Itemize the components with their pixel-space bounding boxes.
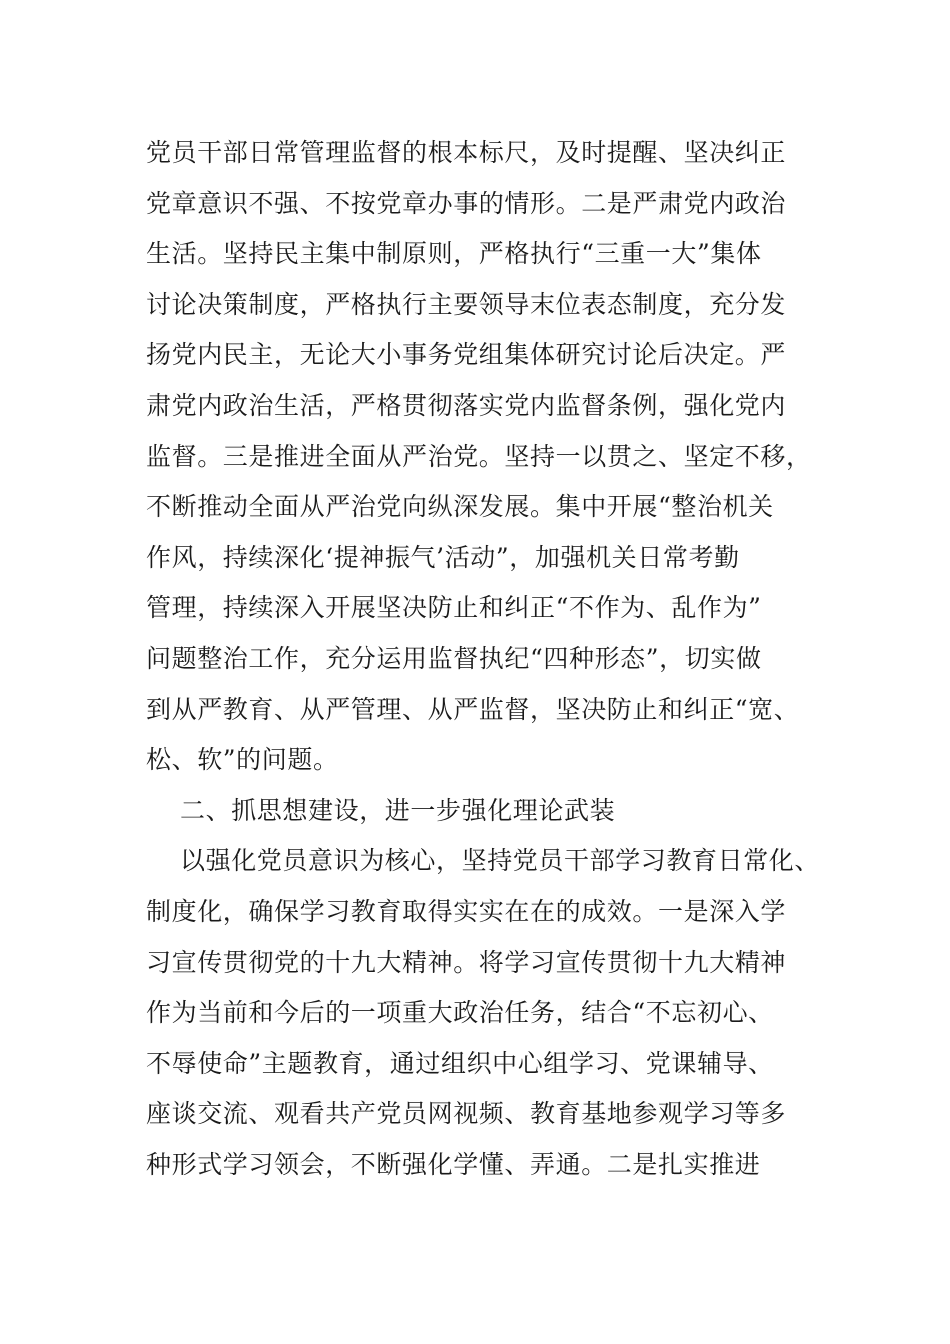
text-line: 制度化，确保学习教育取得实实在在的成效。一是深入学 [146,896,787,926]
paragraph-first-line: 以强化党员意识为核心，坚持党员干部学习教育日常化、 [180,846,821,876]
text-line: 肃党内政治生活，严格贯彻落实党内监督条例，强化党内 [146,390,787,420]
text-line: 问题整治工作，充分运用监督执纪“四种形态”，切实做 [146,643,762,673]
text-line: 党员干部日常管理监督的根本标尺，及时提醒、坚决纠正 [146,138,787,167]
text-line: 生活。坚持民主集中制原则，严格执行“三重一大”集体 [146,239,762,269]
text-line: 扬党内民主，无论大小事务党组集体研究讨论后决定。严 [146,340,787,370]
text-line: 到从严教育、从严管理、从严监督，坚决防止和纠正“宽、 [146,694,800,724]
text-line: 座谈交流、观看共产党员网视频、教育基地参观学习等多 [146,1099,787,1129]
text-line: 党章意识不强、不按党章办事的情形。二是严肃党内政治 [146,188,787,218]
text-line: 讨论决策制度，严格执行主要领导末位表态制度，充分发 [146,289,787,319]
text-line: 习宣传贯彻党的十九大精神。将学习宣传贯彻十九大精神 [146,947,787,977]
text-line: 种形式学习领会，不断强化学懂、弄通。二是扎实推进 [146,1149,761,1179]
section-heading: 二、抓思想建设，进一步强化理论武装 [180,795,616,825]
text-line: 作风，持续深化‘提神振气’活动”，加强机关日常考勤 [146,542,740,572]
text-line: 不辱使命”主题教育，通过组织中心组学习、党课辅导、 [146,1048,774,1078]
text-line: 松、软”的问题。 [146,745,339,775]
document-body [146,128,826,1190]
text-line: 监督。三是推进全面从严治党。坚持一以贯之、坚定不移， [146,441,812,471]
text-line: 作为当前和今后的一项重大政治任务，结合“不忘初心、 [146,998,774,1028]
text-line: 不断推动全面从严治党向纵深发展。集中开展“整治机关 [146,492,774,522]
text-line: 管理，持续深入开展坚决防止和纠正“不作为、乱作为” [146,593,762,623]
